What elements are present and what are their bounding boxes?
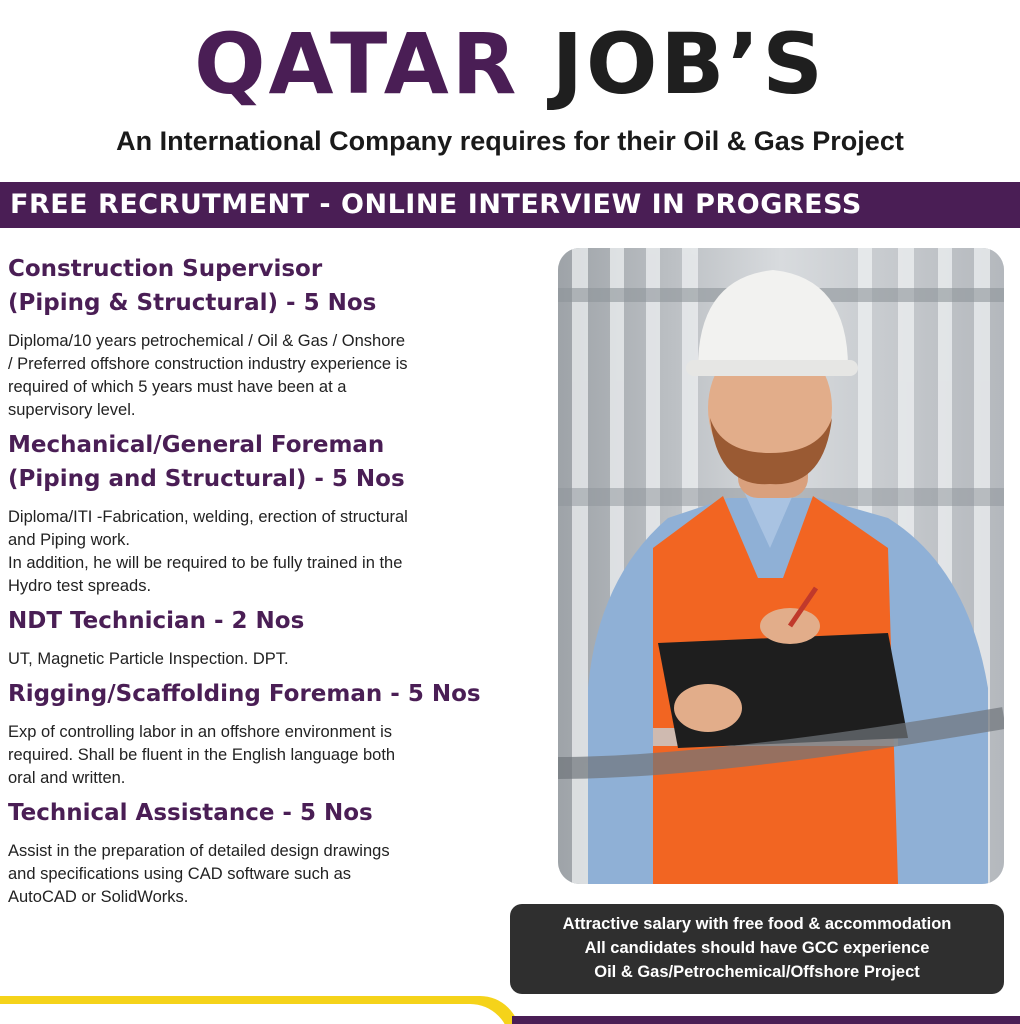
- job-desc-line: supervisory level.: [8, 401, 136, 419]
- benefit-line: All candidates should have GCC experience: [584, 939, 930, 957]
- job-description: [8, 721, 553, 790]
- job-title-line: (Piping & Structural) - 5 Nos: [8, 290, 377, 316]
- title-word-jobs: JOB’S: [551, 15, 826, 113]
- job-title: [8, 796, 553, 830]
- job-title-line: Construction Supervisor: [8, 256, 323, 282]
- job-item-technical-assistance: [8, 796, 553, 909]
- job-title-line: Rigging/Scaffolding Foreman - 5 Nos: [8, 681, 481, 707]
- job-title: [8, 428, 553, 496]
- job-desc-line: UT, Magnetic Particle Inspection. DPT.: [8, 650, 289, 668]
- job-desc-line: required. Shall be fluent in the English language both: [8, 746, 396, 764]
- title-word-qatar: QATAR: [194, 15, 520, 113]
- poster-subtitle: An International Company requires for their Oil & Gas Project: [116, 126, 904, 156]
- job-title-line: (Piping and Structural) - 5 Nos: [8, 466, 405, 492]
- job-title: [8, 252, 553, 320]
- job-list: [8, 252, 553, 915]
- job-item-ndt-technician: [8, 604, 553, 671]
- job-desc-line: Diploma/ITI -Fabrication, welding, erection of structural: [8, 508, 408, 526]
- job-desc-line: Assist in the preparation of detailed design drawings: [8, 842, 390, 860]
- worker-photo: [558, 248, 1004, 884]
- benefits-box: [510, 904, 1004, 994]
- benefit-line: Attractive salary with free food & accommodation: [562, 915, 952, 933]
- job-desc-line: In addition, he will be required to be fully trained in the: [8, 554, 403, 572]
- job-desc-line: oral and written.: [8, 769, 126, 787]
- job-item-construction-supervisor: [8, 252, 553, 422]
- job-desc-line: and specifications using CAD software such as: [8, 865, 352, 883]
- job-desc-line: required of which 5 years must have been at a: [8, 378, 347, 396]
- job-description: [8, 506, 553, 598]
- job-desc-line: / Preferred offshore construction industry experience is: [8, 355, 408, 373]
- job-title: [8, 604, 553, 638]
- job-desc-line: AutoCAD or SolidWorks.: [8, 888, 189, 906]
- benefit-line: Oil & Gas/Petrochemical/Offshore Project: [594, 963, 920, 981]
- job-desc-line: Diploma/10 years petrochemical / Oil & Gas / Onshore: [8, 332, 406, 350]
- job-item-rigging-foreman: [8, 677, 553, 790]
- job-item-mechanical-foreman: [8, 428, 553, 598]
- bottom-accent-yellow: [0, 996, 520, 1024]
- job-desc-line: and Piping work.: [8, 531, 130, 549]
- hard-hat-brim: [686, 360, 858, 376]
- job-desc-line: Exp of controlling labor in an offshore environment is: [8, 723, 392, 741]
- job-description: [8, 648, 553, 671]
- bottom-accent-purple: [512, 1016, 1020, 1024]
- job-desc-line: Hydro test spreads.: [8, 577, 152, 595]
- job-title-line: NDT Technician - 2 Nos: [8, 608, 305, 634]
- job-title: [8, 677, 553, 711]
- worker-illustration: [558, 248, 1004, 884]
- left-hand: [674, 684, 742, 732]
- recruitment-banner: FREE RECRUTMENT - ONLINE INTERVIEW IN PROGRESS: [0, 182, 1020, 228]
- job-title-line: Technical Assistance - 5 Nos: [8, 800, 373, 826]
- job-description: [8, 840, 553, 909]
- poster-title: [0, 14, 1020, 114]
- job-title-line: Mechanical/General Foreman: [8, 432, 385, 458]
- job-description: [8, 330, 553, 422]
